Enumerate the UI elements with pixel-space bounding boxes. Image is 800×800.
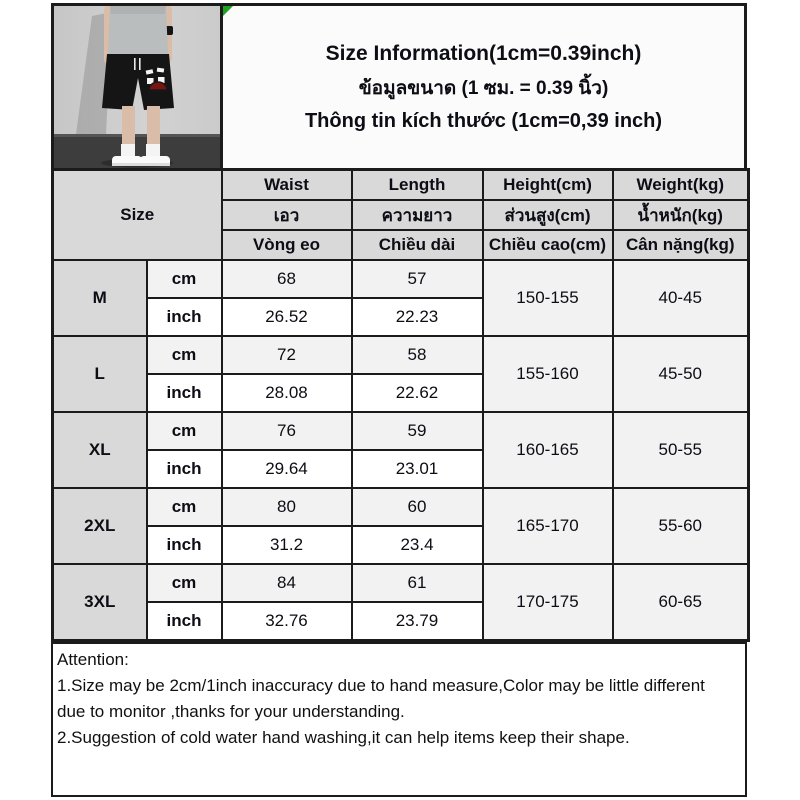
table-row-l-cm bbox=[53, 336, 749, 374]
waist-cm-value: 72 bbox=[222, 336, 352, 374]
waist-inch-value: 29.64 bbox=[222, 450, 352, 488]
table-row-m-cm bbox=[53, 260, 749, 298]
height-range: 170-175 bbox=[483, 564, 613, 641]
product-photo bbox=[54, 6, 223, 168]
waist-inch-value: 31.2 bbox=[222, 526, 352, 564]
weight-range: 55-60 bbox=[613, 488, 749, 564]
col-header-length-vi: Chiều dài bbox=[352, 230, 483, 260]
title-vietnamese: Thông tin kích thước (1cm=0,39 inch) bbox=[304, 109, 663, 132]
table-row-3xl-cm bbox=[53, 564, 749, 602]
waist-cm-value: 84 bbox=[222, 564, 352, 602]
size-chart-sheet bbox=[51, 3, 747, 797]
waist-inch-value: 26.52 bbox=[222, 298, 352, 336]
attention-heading: Attention: bbox=[57, 650, 129, 669]
height-range: 160-165 bbox=[483, 412, 613, 488]
length-cm-value: 59 bbox=[352, 412, 483, 450]
waist-cm-value: 68 bbox=[222, 260, 352, 298]
size-header-cell: Size bbox=[53, 170, 222, 261]
unit-label-inch: inch bbox=[147, 602, 222, 641]
unit-label-cm: cm bbox=[147, 488, 222, 526]
size-table bbox=[51, 168, 750, 642]
col-header-weight-vi: Cân nặng(kg) bbox=[613, 230, 749, 260]
size-label-m: M bbox=[53, 260, 147, 336]
col-header-length: Length bbox=[352, 170, 483, 201]
size-label-xl: XL bbox=[53, 412, 147, 488]
col-header-waist-vi: Vòng eo bbox=[222, 230, 352, 260]
col-header-height-th: ส่วนสูง(cm) bbox=[483, 200, 613, 230]
length-cm-value: 61 bbox=[352, 564, 483, 602]
title-thai: ข้อมูลขนาด (1 ซม. = 0.39 นิ้ว) bbox=[358, 77, 609, 99]
attention-line-2: due to monitor ,thanks for your understanding. bbox=[57, 702, 405, 721]
col-header-height-vi: Chiều cao(cm) bbox=[483, 230, 613, 260]
col-header-length-th: ความยาว bbox=[352, 200, 483, 230]
height-range: 165-170 bbox=[483, 488, 613, 564]
size-label-l: L bbox=[53, 336, 147, 412]
col-header-weight: Weight(kg) bbox=[613, 170, 749, 201]
length-inch-value: 22.62 bbox=[352, 374, 483, 412]
unit-label-inch: inch bbox=[147, 374, 222, 412]
col-header-waist: Waist bbox=[222, 170, 352, 201]
waist-cm-value: 76 bbox=[222, 412, 352, 450]
attention-note bbox=[51, 641, 747, 797]
green-corner-marker-icon bbox=[223, 6, 233, 16]
attention-line-3: 2.Suggestion of cold water hand washing,it can help items keep their shape. bbox=[57, 728, 630, 747]
header-row bbox=[51, 3, 747, 171]
weight-range: 50-55 bbox=[613, 412, 749, 488]
table-row-2xl-cm bbox=[53, 488, 749, 526]
size-title-block bbox=[223, 6, 744, 168]
unit-label-inch: inch bbox=[147, 526, 222, 564]
length-inch-value: 23.4 bbox=[352, 526, 483, 564]
unit-label-cm: cm bbox=[147, 564, 222, 602]
unit-label-inch: inch bbox=[147, 450, 222, 488]
length-inch-value: 23.79 bbox=[352, 602, 483, 641]
col-header-height: Height(cm) bbox=[483, 170, 613, 201]
unit-label-cm: cm bbox=[147, 412, 222, 450]
waist-inch-value: 28.08 bbox=[222, 374, 352, 412]
length-inch-value: 22.23 bbox=[352, 298, 483, 336]
length-cm-value: 57 bbox=[352, 260, 483, 298]
table-row-xl-cm bbox=[53, 412, 749, 450]
table-header-en bbox=[53, 170, 749, 201]
unit-label-cm: cm bbox=[147, 260, 222, 298]
attention-line-1: 1.Size may be 2cm/1inch inaccuracy due to hand measure,Color may be little different bbox=[57, 676, 705, 695]
length-cm-value: 60 bbox=[352, 488, 483, 526]
col-header-weight-th: น้ำหนัก(kg) bbox=[613, 200, 749, 230]
unit-label-cm: cm bbox=[147, 336, 222, 374]
waist-cm-value: 80 bbox=[222, 488, 352, 526]
length-cm-value: 58 bbox=[352, 336, 483, 374]
unit-label-inch: inch bbox=[147, 298, 222, 336]
waist-inch-value: 32.76 bbox=[222, 602, 352, 641]
size-label-2xl: 2XL bbox=[53, 488, 147, 564]
model-photo-graphic bbox=[54, 6, 220, 168]
size-label-3xl: 3XL bbox=[53, 564, 147, 641]
col-header-waist-th: เอว bbox=[222, 200, 352, 230]
height-range: 155-160 bbox=[483, 336, 613, 412]
height-range: 150-155 bbox=[483, 260, 613, 336]
length-inch-value: 23.01 bbox=[352, 450, 483, 488]
weight-range: 60-65 bbox=[613, 564, 749, 641]
title-english: Size Information(1cm=0.39inch) bbox=[325, 41, 642, 65]
weight-range: 40-45 bbox=[613, 260, 749, 336]
weight-range: 45-50 bbox=[613, 336, 749, 412]
